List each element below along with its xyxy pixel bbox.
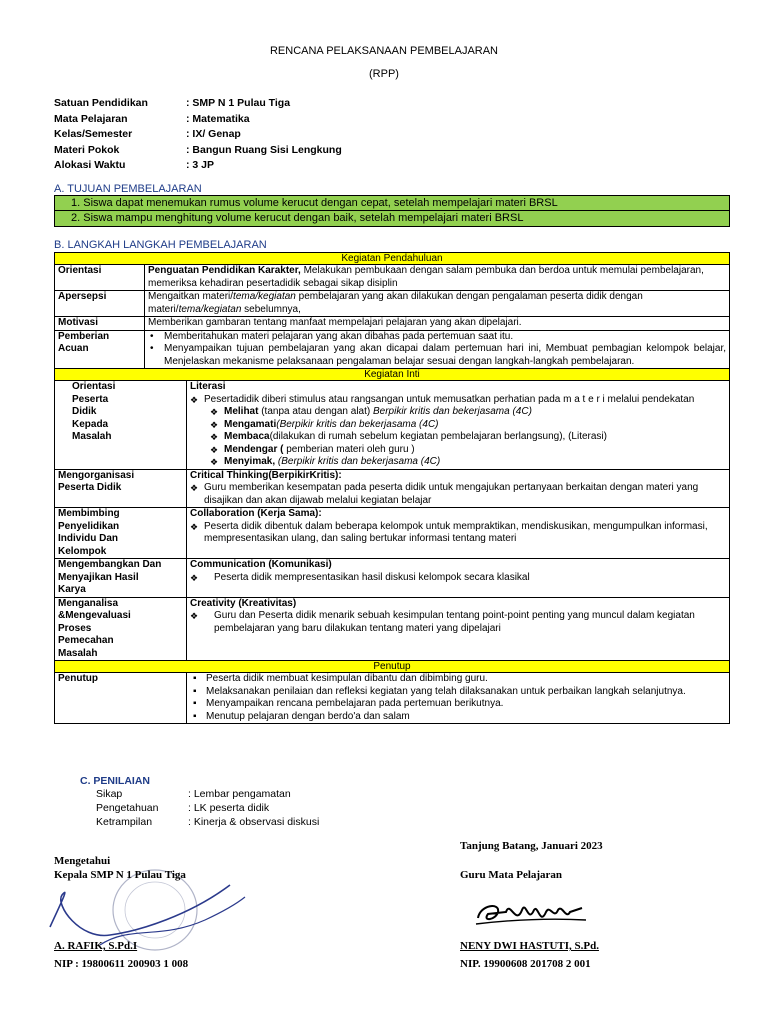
row-content: Critical Thinking(BerpikirKritis): ❖ Guru memberikan kesempatan pada peserta didik untuk mengajukan pertanyaan berkaitan dengan materi yang disajikan dan akan dijawab melalui kegiatan belajar xyxy=(187,469,730,508)
row-label: Orientasi xyxy=(55,265,145,291)
row-label: Menganalisa &Mengevaluasi Proses Pemecahan Masalah xyxy=(55,597,187,661)
tujuan-box xyxy=(54,195,730,227)
list-item: ❖ Menyimak, (Berpikir kritis dan bekerjasama (4C) xyxy=(210,456,726,469)
table-row xyxy=(55,291,730,317)
identity-block xyxy=(54,96,342,174)
document-title: RENCANA PELAKSANAAN PEMBELAJARAN xyxy=(269,45,499,57)
list-item: ❖ Melihat (tanpa atau dengan alat) Berpikir kritis dan bekerjasama (4C) xyxy=(210,406,726,419)
row-label: Pemberian Acuan xyxy=(55,330,145,369)
table-row xyxy=(55,330,730,369)
row-content xyxy=(187,673,730,724)
section-b-heading: B. LANGKAH LANGKAH PEMBELAJARAN xyxy=(54,239,267,251)
list-item: ❖ Guru memberikan kesempatan pada peserta didik untuk mengajukan pertanyaan berkaitan dengan materi yang disajikan dan akan dijawab melalui kegiatan belajar xyxy=(190,482,726,507)
row-content: Collaboration (Kerja Sama): ❖ Peserta didik dibentuk dalam beberapa kelompok untuk mempraktikan, mendiskusikan, mengumpulkan informasi, mempresentasikan ulang, dan saling bertukar informasi tentang materi xyxy=(187,508,730,559)
table-row xyxy=(55,317,730,331)
tujuan-item: 2. Siswa mampu menghitung volume kerucut dengan baik, setelah mempelajari materi BRSL xyxy=(71,212,524,224)
guru-name: NENY DWI HASTUTI, S.Pd. xyxy=(460,940,599,952)
table-row xyxy=(55,673,730,724)
section-c-heading: C. PENILAIAN xyxy=(80,775,151,787)
banner-penutup: Penutup xyxy=(55,661,730,673)
kepala-sekolah-label: Kepala SMP N 1 Pulau Tiga xyxy=(54,869,186,881)
section-a-heading: A. TUJUAN PEMBELAJARAN xyxy=(54,183,202,195)
table-row xyxy=(55,265,730,291)
list-item: ▪ Melaksanakan penilaian dan refleksi kegiatan yang telah dilaksanakan untuk perbaikan langkah selanjutnya. xyxy=(190,686,726,699)
list-item: ▪ Menyampaikan rencana pembelajaran pada pertemuan berikutnya. xyxy=(190,698,726,711)
row-label: Mengorganisasi Peserta Didik xyxy=(55,469,187,508)
identity-row: Mata Pelajaran : Matematika xyxy=(54,112,250,125)
list-item: ❖ Mendengar ( pemberian materi oleh guru ) xyxy=(210,444,726,457)
langkah-table xyxy=(54,252,730,724)
teacher-signature xyxy=(470,890,590,935)
table-row xyxy=(55,597,730,661)
row-label: Membimbing Penyelidikan Individu Dan Kelompok xyxy=(55,508,187,559)
banner-pendahuluan: Kegiatan Pendahuluan xyxy=(55,253,730,265)
row-label: Penutup xyxy=(55,673,187,724)
list-item: ❖ Peserta didik mempresentasikan hasil diskusi kelompok secara klasikal xyxy=(190,572,726,585)
row-content: Communication (Komunikasi) ❖ Peserta didik mempresentasikan hasil diskusi kelompok secara klasikal xyxy=(187,559,730,598)
identity-row: Materi Pokok : Bangun Ruang Sisi Lengkung xyxy=(54,143,342,156)
list-item: ▪ Menutup pelajaran dengan berdo'a dan salam xyxy=(190,711,726,724)
guru-nip: NIP. 19900608 201708 2 001 xyxy=(460,958,591,970)
row-content: Literasi ❖ Pesertadidik diberi stimulus atau rangsangan untuk memusatkan perhatian pada m a t e r i melalui pendekatan ❖ Melihat (tanpa atau dengan alat) Berpikir kritis dan bekerjasama (4C) ❖ Mengamati(Berpikir kritis dan bekerjasama (4C) ❖ Membaca(dilakukan di rumah sebelum kegiatan pembelajaran berlangsung), (Literasi) ❖ Mendengar ( pemberian materi oleh guru ) ❖ Menyimak, (Berpikir kritis dan bekerjasama (4C) xyxy=(187,381,730,470)
row-label: Orientasi Peserta Didik Kepada Masalah xyxy=(55,381,187,470)
place-date: Tanjung Batang, Januari 2023 xyxy=(460,840,603,852)
table-row xyxy=(55,469,730,508)
identity-row: Satuan Pendidikan : SMP N 1 Pulau Tiga xyxy=(54,97,291,109)
list-item: • Memberitahukan materi pelajaran yang akan dibahas pada pertemuan saat itu. xyxy=(148,331,726,344)
document-subtitle: (RPP) xyxy=(369,68,399,80)
list-item: ❖ Membaca(dilakukan di rumah sebelum kegiatan pembelajaran berlangsung), (Literasi) xyxy=(210,431,726,444)
kepala-nip: NIP : 19800611 200903 1 008 xyxy=(54,958,189,970)
mengetahui-label: Mengetahui xyxy=(54,855,111,867)
row-label: Motivasi xyxy=(55,317,145,331)
penilaian-row: Ketrampilan : Kinerja & observasi diskusi xyxy=(96,816,320,828)
list-item: ❖ Pesertadidik diberi stimulus atau rangsangan untuk memusatkan perhatian pada m a t e r i melalui pendekatan xyxy=(190,394,726,407)
list-item: • Menyampaikan tujuan pembelajaran yang akan dicapai dalam pertemuan hari ini, Membuat pembagian kelompok belajar, Menjelaskan mekanisme pelaksanaan pengalaman belajar sesuai dengan langkah-langkah pembelajaran. xyxy=(148,343,726,368)
list-item: ▪ Peserta didik membuat kesimpulan dibantu dan dibimbing guru. xyxy=(190,673,726,686)
table-row xyxy=(55,381,730,470)
identity-row: Kelas/Semester : IX/ Genap xyxy=(54,128,241,140)
identity-row: Alokasi Waktu : 3 JP xyxy=(54,159,215,171)
row-label: Mengembangkan Dan Menyajikan Hasil Karya xyxy=(55,559,187,598)
list-item: ❖ Guru dan Peserta didik menarik sebuah kesimpulan tentang point-point penting yang muncul dalam kegiatan pembelajaran yang baru dilakukan tentang materi yang dipelajari xyxy=(190,610,726,635)
banner-inti: Kegiatan Inti xyxy=(55,369,730,381)
list-item: ❖ Mengamati(Berpikir kritis dan bekerjasama (4C) xyxy=(210,419,726,432)
row-content: Memberikan gambaran tentang manfaat mempelajari pelajaran yang akan dipelajari. xyxy=(145,317,730,331)
table-row xyxy=(55,559,730,598)
row-label: Apersepsi xyxy=(55,291,145,317)
penilaian-block xyxy=(80,775,319,829)
penilaian-row: Sikap : Lembar pengamatan xyxy=(96,788,291,800)
row-content: Mengaitkan materi/tema/kegiatan pembelajaran yang akan dilakukan dengan pengalaman peserta didik dengan materi/tema/kegiatan sebelumnya, xyxy=(145,291,730,317)
row-content: Creativity (Kreativitas) ❖ Guru dan Peserta didik menarik sebuah kesimpulan tentang point-point penting yang muncul dalam kegiatan pembelajaran yang baru dilakukan tentang materi yang dipelajari xyxy=(187,597,730,661)
tujuan-item: 1. Siswa dapat menemukan rumus volume kerucut dengan cepat, setelah mempelajari materi BRSL xyxy=(55,196,729,211)
row-content xyxy=(145,330,730,369)
kepala-name: A. RAFIK, S.Pd.I xyxy=(54,940,138,952)
list-item: ❖ Peserta didik dibentuk dalam beberapa kelompok untuk mempraktikan, mendiskusikan, mengumpulkan informasi, mempresentasikan ulang, dan saling bertukar informasi tentang materi xyxy=(190,521,726,546)
table-row xyxy=(55,508,730,559)
penilaian-row: Pengetahuan : LK peserta didik xyxy=(96,802,270,814)
row-content: Penguatan Pendidikan Karakter, Melakukan pembukaan dengan salam pembuka dan berdoa untuk memulai pembelajaran, memeriksa kehadiran pesertadidik sebagai sikap disiplin xyxy=(145,265,730,291)
guru-label: Guru Mata Pelajaran xyxy=(460,869,563,881)
